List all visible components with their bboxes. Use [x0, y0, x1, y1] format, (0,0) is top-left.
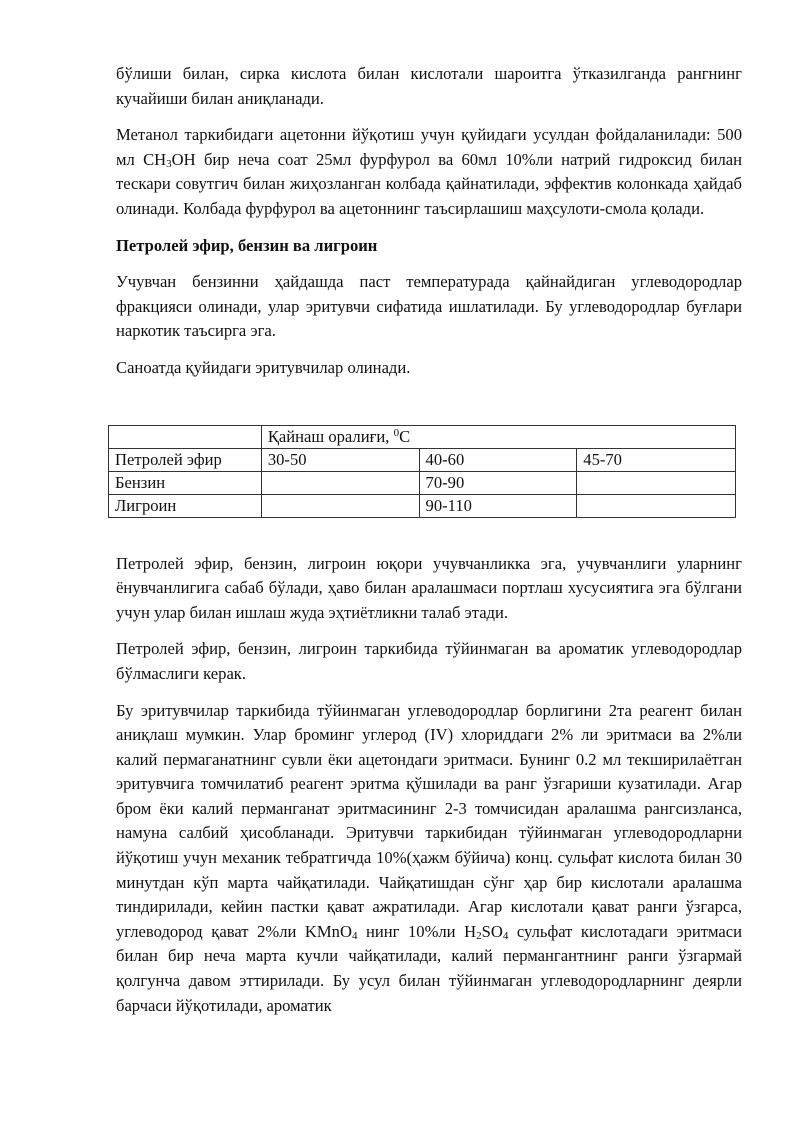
paragraph-4: Саноатда қуйидаги эритувчилар олинади. [116, 357, 411, 377]
table-row [109, 471, 736, 494]
table-header-cell [261, 425, 735, 448]
table-row [109, 448, 736, 471]
range-cell: 90-110 [419, 494, 577, 517]
paragraph-7-text: SO [481, 921, 503, 941]
range-cell: 30-50 [261, 448, 419, 471]
paragraph-3: Учувчан бензинни ҳайдашда паст температурада қайнайдиган углеводородлар фракцияси олинади, улар эритувчи сифатида ишлатилади. Бу углеводородлар буғлари наркотик таъсирга эга. [116, 272, 742, 341]
header-superscript: 0 [393, 426, 400, 439]
table-header-row [109, 425, 736, 448]
header-text: Қайнаш оралиғи, [267, 426, 394, 446]
table-corner-cell [109, 425, 262, 448]
header-unit: С [399, 426, 411, 446]
paragraph-7-text: Бу эритувчилар таркибида тўйинмаган углеводородлар борлигини 2та реагент билан аниқлаш мумкин. Улар броминг углерод (IV) хлориддаги 2% ли эритмаси ва 2%ли калий пермаганатнинг сувли ёки ацетондаги эритмаси. Бунинг 0.2 мл текширилаётган эритувчига томчилатиб реагент эритма қўшилади ва ранг ўзгариши кузатилади. Агар бром ёки калий перманганат эритмасининг 2-3 томчисидан аралашма рангсизланса, намуна салбий ҳисобланади. Эритувчи таркибидан тўйинмаган углеводородларни йўқотиш учун механик тебратгичда 10%(ҳажм бўйича) конц. сульфат кислота билан 30 минутдан кўп марта чайқатилади. Чайқатишдан сўнг ҳар бир кислотали аралашма тиндирилади, кейин пастки қават ажратилади. Агар кислотали қават ранги ўзгарса, углеводород қават 2%ли KMnO [116, 700, 742, 941]
table-row [109, 494, 736, 517]
range-cell: 45-70 [577, 448, 736, 471]
boiling-range-table [108, 425, 736, 518]
document-page [116, 62, 742, 1030]
range-cell [261, 471, 419, 494]
solvent-name: Петролей эфир [109, 448, 262, 471]
solvent-name: Лигроин [109, 494, 262, 517]
paragraph-7-text: сульфат кислотадаги эритмаси билан бир неча марта кучли чайқатилади, калий пермангантнинг ранги ўзгармай қолгунча давом эттирилади. Бу усул билан тўйинмаган углеводородларнинг деярли барчаси йўқотилади, ароматик [116, 921, 743, 1015]
section-heading: Петролей эфир, бензин ва лигроин [116, 235, 378, 255]
range-cell [261, 494, 419, 517]
paragraph-1: бўлиши билан, сирка кислота билан кислотали шароитга ўтказилганда рангнинг кучайиши билан аниқланади. [116, 64, 742, 108]
subscript: 4 [502, 929, 509, 942]
range-cell [577, 494, 736, 517]
paragraph-5: Петролей эфир, бензин, лигроин юқори учувчанликка эга, учувчанлиги уларнинг ёнувчанлигига сабаб бўлади, ҳаво билан аралашмаси портлаш хусусиятига эга бўлгани учун улар билан ишлаш жуда эҳтиётликни талаб этади. [116, 553, 742, 622]
paragraph-7 [116, 699, 742, 1019]
paragraph-2-text-cont: OH бир неча соат 25мл фурфурол ва 60мл 10%ли натрий гидроксид билан тескари совутгич билан жиҳозланган колбада қайнатилади, эффектив колонкада ҳайдаб олинади. Колбада фурфурол ва ацетоннинг таъсирлашиш маҳсулоти-смола қолади. [116, 149, 742, 218]
solvent-name: Бензин [109, 471, 262, 494]
range-cell [577, 471, 736, 494]
range-cell: 70-90 [419, 471, 577, 494]
paragraph-2-text: Метанол таркибидаги ацетонни йўқотиш учун қуйидаги усулдан фойдаланилади: 500 мл CH [116, 125, 742, 169]
subscript: 4 [351, 929, 358, 942]
paragraph-2 [116, 123, 742, 221]
subscript: 3 [166, 157, 172, 170]
range-cell: 40-60 [419, 448, 577, 471]
paragraph-6: Петролей эфир, бензин, лигроин таркибида тўйинмаган ва ароматик углеводородлар бўлмаслиги керак. [116, 639, 742, 683]
subscript: 2 [476, 929, 482, 942]
paragraph-7-text: нинг 10%ли H [357, 921, 477, 941]
